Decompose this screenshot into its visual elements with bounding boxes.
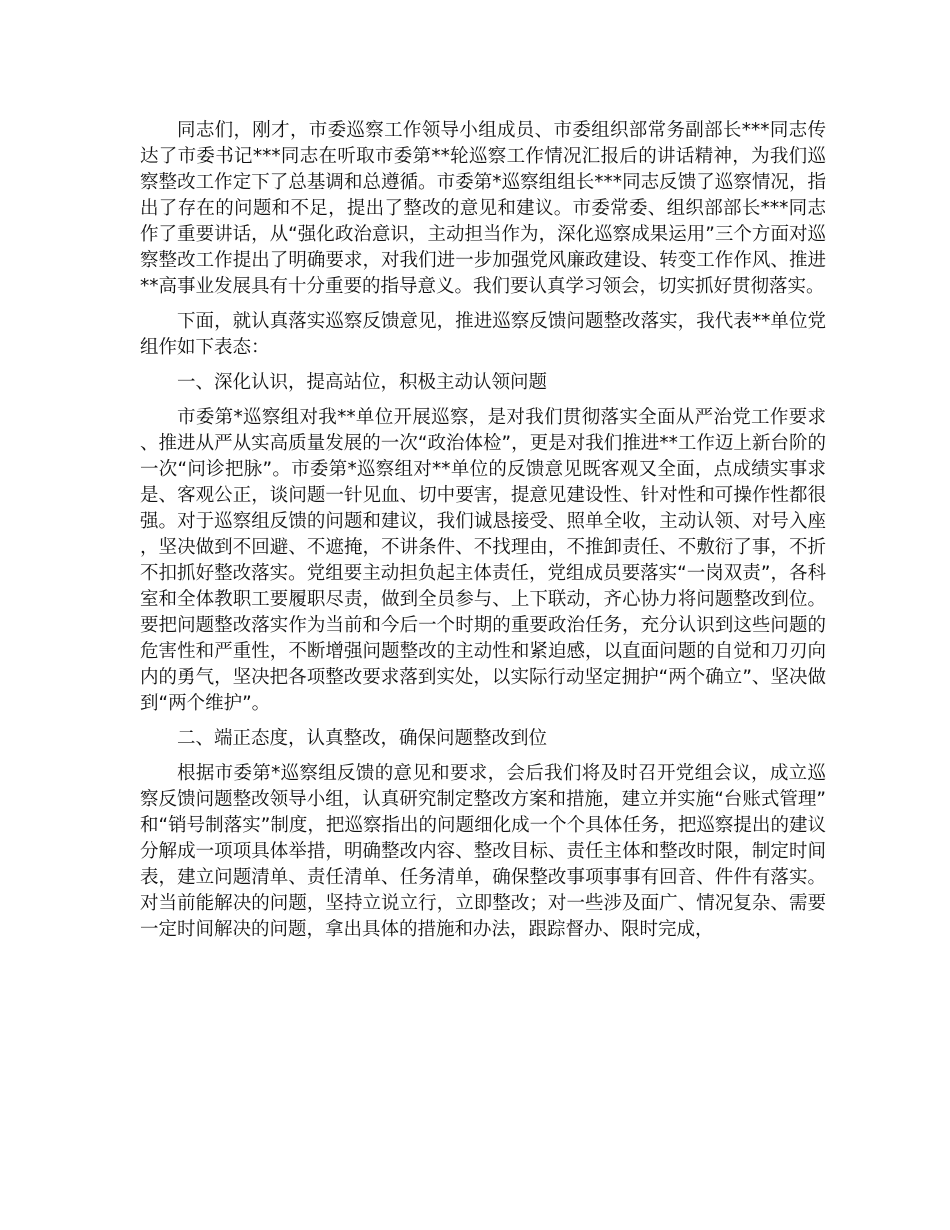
section-heading-2: 二、端正态度，认真整改，确保问题整改到位 — [177, 728, 548, 749]
paragraph-intro: 同志们，刚才，市委巡察工作领导小组成员、市委组织部常务副部长***同志传达了市委书记***同志在听取市委第**轮巡察工作情况汇报后的讲话精神，为我们巡察整改工作定下了总基调和总遵循。市委第*巡察组组长***同志反馈了巡察情况，指出了存在的问题和不足，提出了整改的意见和建议。市委常委、组织部部长***同志作了重要讲话，从“强化政治意识，主动担当作为，深化巡察成果运用”三个方面对巡察整改工作提出了明确要求，对我们进一步加强党风廉政建设、转变工作作风、推进**高事业发展具有十分重要的指导意义。我们要认真学习领会，切实抓好贯彻落实。 — [140, 120, 826, 297]
document-body — [140, 118, 826, 943]
section-heading-1: 一、深化认识，提高站位，积极主动认领问题 — [177, 372, 548, 393]
paragraph-statement: 下面，就认真落实巡察反馈意见，推进巡察反馈问题整改落实，我代表**单位党组作如下表态： — [140, 311, 826, 358]
paragraph-section-2: 根据市委第*巡察组反馈的意见和要求，会后我们将及时召开党组会议，成立巡察反馈问题整改领导小组，认真研究制定整改方案和措施，建立并实施“台账式管理”和“销号制落实”制度，把巡察指出的问题细化成一个个具体任务，把巡察提出的建议分解成一项项具体举措，明确整改内容、整改目标、责任主体和整改时限，制定时间表，建立问题清单、责任清单、任务清单，确保整改事项事事有回音、件件有落实。对当前能解决的问题，坚持立说立行，立即整改；对一些涉及面广、情况复杂、需要一定时间解决的问题，拿出具体的措施和办法，跟踪督办、限时完成， — [140, 763, 826, 940]
paragraph-section-1: 市委第*巡察组对我**单位开展巡察，是对我们贯彻落实全面从严治党工作要求、推进从严从实高质量发展的一次“政治体检”，更是对我们推进**工作迈上新台阶的一次“问诊把脉”。市委第*巡察组对**单位的反馈意见既客观又全面，点成绩实事求是、客观公正，谈问题一针见血、切中要害，提意见建设性、针对性和可操作性都很强。对于巡察组反馈的问题和建议，我们诚恳接受、照单全收，主动认领、对号入座，坚决做到不回避、不遮掩，不讲条件、不找理由，不推卸责任、不敷衍了事，不折不扣抓好整改落实。党组要主动担负起主体责任，党组成员要落实“一岗双责”，各科室和全体教职工要履职尽责，做到全员参与、上下联动，齐心协力将问题整改到位。要把问题整改落实作为当前和今后一个时期的重要政治任务，充分认识到这些问题的危害性和严重性，不断增强问题整改的主动性和紧迫感，以直面问题的自觉和刀刃向内的勇气，坚决把各项整改要求落到实处，以实际行动坚定拥护“两个确立”、坚决做到“两个维护”。 — [140, 407, 826, 714]
